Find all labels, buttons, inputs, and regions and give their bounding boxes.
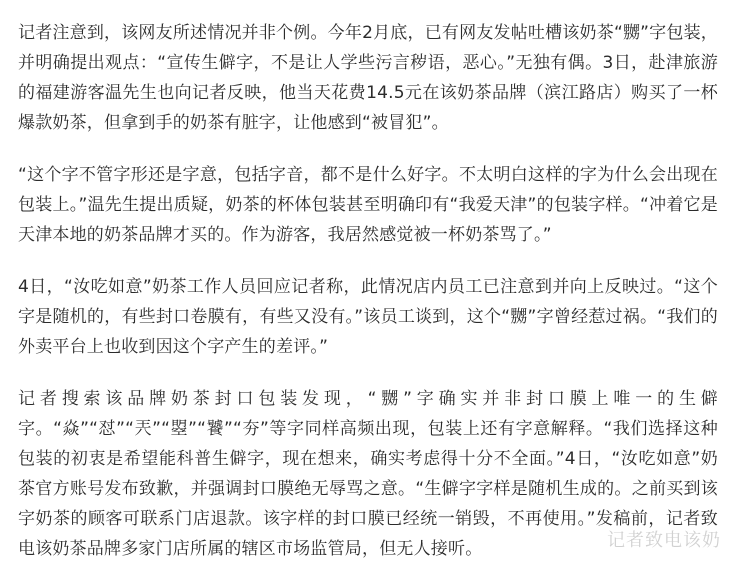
- article-paragraph-2: “这个字不管字形还是字意，包括字音，都不是什么好字。不太明白这样的字为什么会出现在包装上。”温先生提出质疑，奶茶的杯体包装甚至明确印有“我爱天津”的包装字样。“冲着它是天津本地的奶茶品牌才买的。作为游客，我居然感觉被一杯奶茶骂了。”: [18, 165, 718, 245]
- article-paragraph-1: 记者注意到，该网友所述情况并非个例。今年2月底，已有网友发帖吐槽该奶茶“嬲”字包装，并明确提出观点：“宣传生僻字，不是让人学些污言秽语，恶心。”无独有偶。3日，赴津旅游的福建游客温先生也向记者反映，他当天花费14.5元在该奶茶品牌（滨江路店）购买了一杯爆款奶茶，但拿到手的奶茶有脏字，让他感到“被冒犯”。: [18, 23, 718, 133]
- article-paragraph-3: 4日，“汝吃如意”奶茶工作人员回应记者称，此情况店内员工已注意到并向上反映过。“这个字是随机的，有些封口卷膜有，有些又没有。”该员工谈到，这个“嬲”字曾经惹过祸。“我们的外卖平台上也收到因这个字产生的差评。”: [18, 277, 718, 357]
- article-body: [18, 18, 718, 586]
- article-paragraph-4: 记者搜索该品牌奶茶封口包装发现，“嬲”字确实并非封口膜上唯一的生僻字。“焱”“怼”“兲”“曌”“饕”“夯”等字同样高频出现，包装上还有字意解释。“我们选择这种包装的初衷是希望能科普生僻字，现在想来，确实考虑得十分不全面。”4日，“汝吃如意”奶茶官方账号发布致歉，并强调封口膜绝无辱骂之意。“生僻字字样是随机生成的。之前买到该字奶茶的顾客可联系门店退款。该字样的封口膜已经统一销毁，不再使用。”发稿前，记者致电该奶茶品牌多家门店所属的辖区市场监管局，但无人接听。: [18, 389, 718, 559]
- watermark: 记者致电该奶: [607, 530, 721, 551]
